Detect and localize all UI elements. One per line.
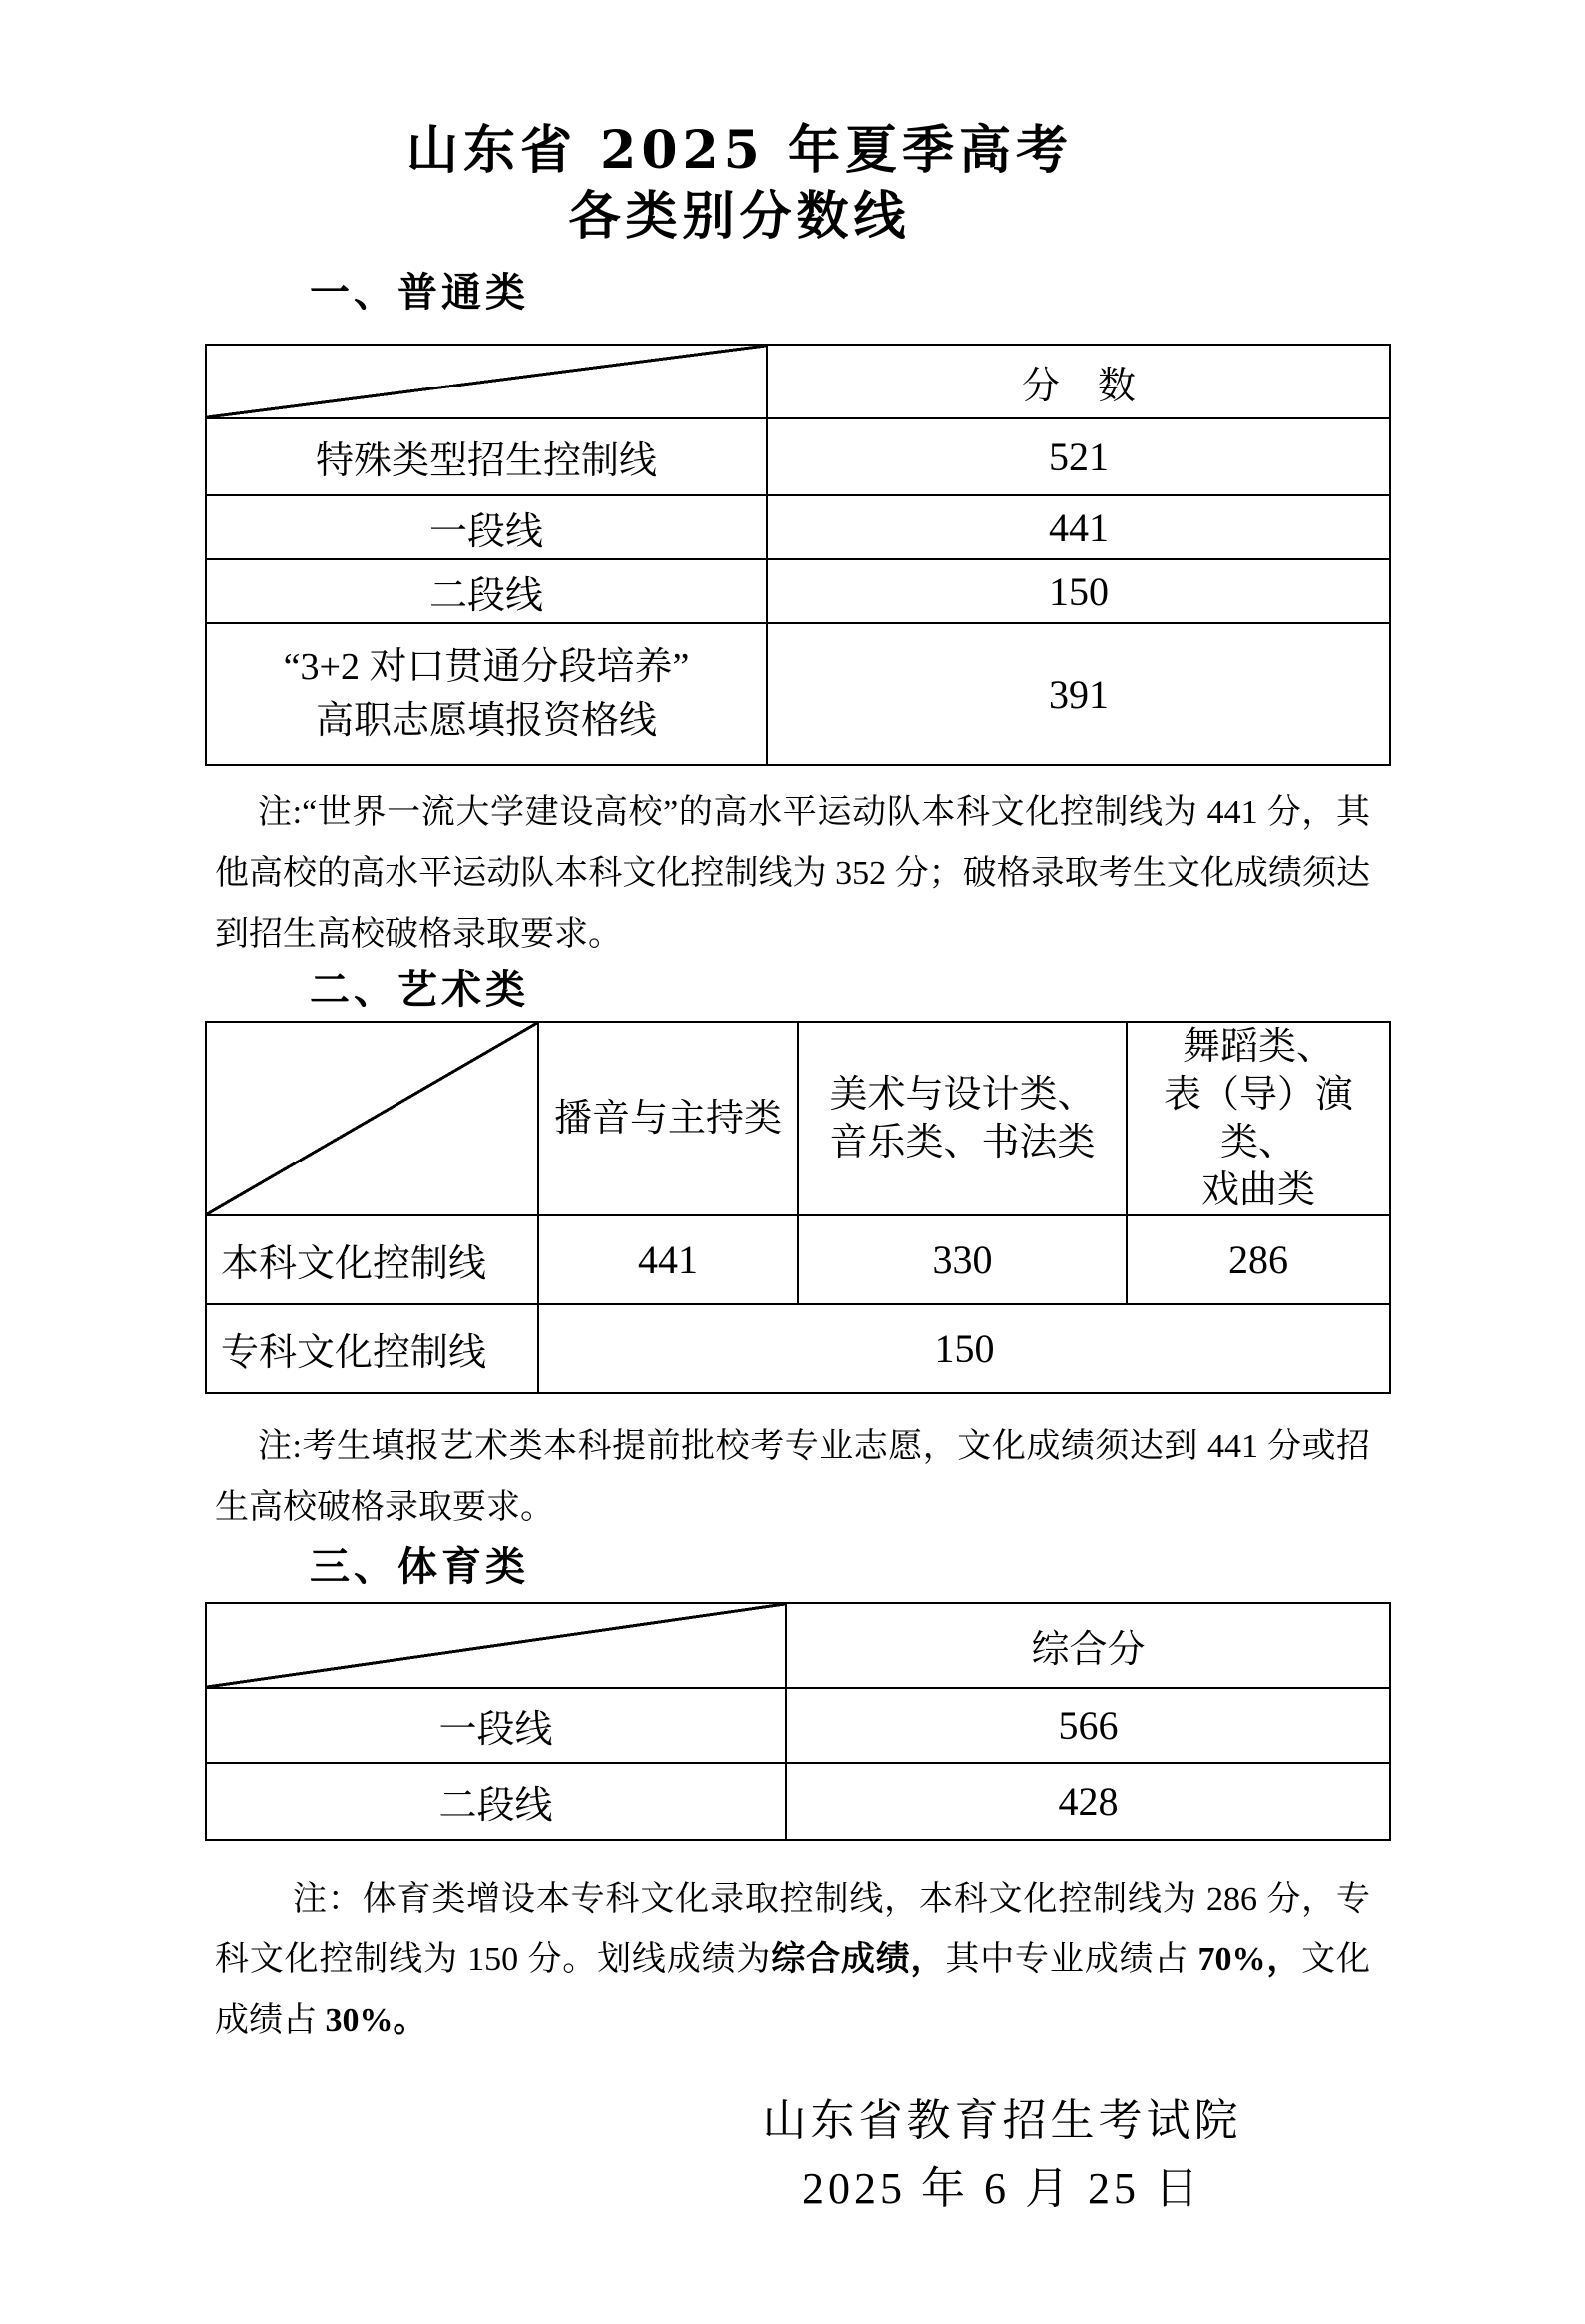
column-header-broadcasting (538, 1022, 798, 1215)
composite-score-column-header: 综合分 (786, 1603, 1390, 1688)
score-column-header: 分 数 (767, 345, 1390, 418)
table-row (206, 559, 1390, 623)
row-label-3plus2-program (206, 623, 767, 765)
diagonal-header-cell (206, 1022, 538, 1215)
document-page (0, 118, 1585, 2324)
document-footer (419, 2087, 1585, 2223)
header-line: 美术与设计类、 (829, 1074, 1096, 1116)
table-row (206, 1022, 1390, 1215)
score-value: 330 (798, 1215, 1127, 1304)
score-value: 566 (786, 1688, 1390, 1763)
score-value: 441 (538, 1215, 798, 1304)
diagonal-header-cell (206, 345, 767, 418)
table-row (206, 1763, 1390, 1840)
header-line: 舞蹈类、 (1182, 1026, 1334, 1068)
table-row (206, 1603, 1390, 1688)
row-label-vocational-culture-line: 专科文化控制线 (206, 1304, 538, 1393)
table-general-category (205, 344, 1391, 766)
score-value: 150 (767, 559, 1390, 623)
score-value: 391 (767, 623, 1390, 765)
note-art-category: 注:考生填报艺术类本科提前批校考专业志愿，文化成绩须达到 441 分或招生高校破格录取要求。 (215, 1428, 1370, 1526)
section-heading-sports: 三、体育类 (310, 1545, 529, 1589)
column-header-art-music-calligraphy (798, 1022, 1127, 1215)
table-sports-category (205, 1602, 1391, 1841)
section-heading-general: 一、普通类 (310, 271, 529, 315)
score-value: 286 (1127, 1215, 1390, 1304)
table-row (206, 1215, 1390, 1304)
label-line-2: 高职志愿填报资格线 (315, 700, 657, 742)
header-line: 播音与主持类 (553, 1098, 782, 1140)
row-label-undergrad-culture-line: 本科文化控制线 (206, 1215, 538, 1304)
label-line-1: “3+2 对口贯通分段培养” (283, 646, 690, 688)
table-row (206, 623, 1390, 765)
document-title (0, 118, 1479, 250)
issuer-name: 山东省教育招生考试院 (762, 2096, 1242, 2145)
row-label-tier1-line: 一段线 (206, 495, 767, 559)
section-heading-art: 二、艺术类 (310, 968, 529, 1012)
note-sports-category: 注：体育类增设本专科文化录取控制线，本科文化控制线为 286 分，专科文化控制线为 150 分。划线成绩为综合成绩，其中专业成绩占 70%，文化成绩占 30%。 (215, 1881, 1370, 2039)
issue-date: 2025 年 6 月 25 日 (802, 2164, 1202, 2213)
row-label-tier2-line: 二段线 (206, 1763, 786, 1840)
merged-score-value: 150 (538, 1304, 1390, 1393)
header-line: 音乐类、书法类 (829, 1122, 1096, 1163)
score-value: 428 (786, 1763, 1390, 1840)
table-row (206, 418, 1390, 495)
row-label-tier2-line: 二段线 (206, 559, 767, 623)
table-row (206, 1304, 1390, 1393)
diagonal-header-cell (206, 1603, 786, 1688)
header-line: 表（导）演类、 (1163, 1074, 1353, 1163)
score-value: 441 (767, 495, 1390, 559)
column-header-dance-performance-opera (1127, 1022, 1390, 1215)
note-general-category: 注:“世界一流大学建设高校”的高水平运动队本科文化控制线为 441 分，其他高校的高水平运动队本科文化控制线为 352 分；破格录取考生文化成绩须达到招生高校破格录取要求。 (215, 794, 1370, 953)
table-row (206, 345, 1390, 418)
table-row (206, 495, 1390, 559)
title-line-2: 各类别分数线 (568, 186, 911, 247)
row-label-special-type: 特殊类型招生控制线 (206, 418, 767, 495)
table-row (206, 1688, 1390, 1763)
header-line: 戏曲类 (1200, 1169, 1315, 1211)
score-value: 521 (767, 418, 1390, 495)
row-label-tier1-line: 一段线 (206, 1688, 786, 1763)
title-line-1: 山东省 2025 年夏季高考 (406, 120, 1073, 181)
table-art-category (205, 1021, 1391, 1394)
